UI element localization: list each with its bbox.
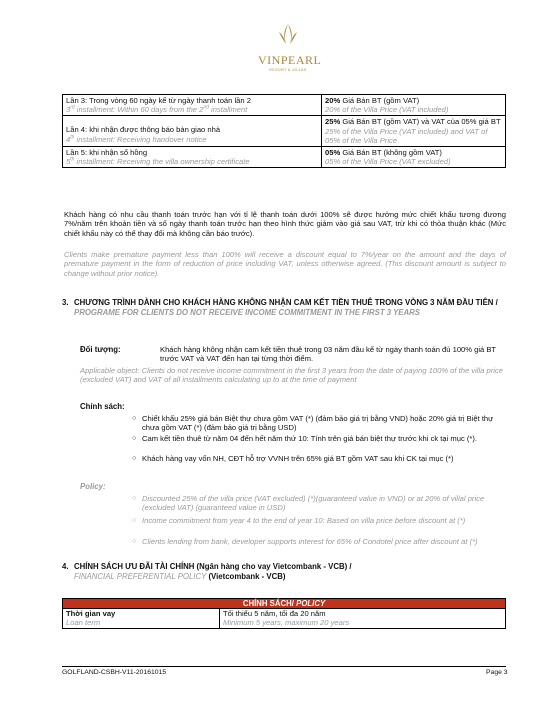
circle-bullet-icon: ○ [132, 435, 137, 442]
vinpearl-emblem-icon [274, 22, 302, 48]
section-title-en-tail: (Vietcombank - VCB) [206, 571, 286, 581]
installment-label-en: 3rd installment: Within 60 days from the 2nd installment [66, 104, 248, 115]
object-label: Đối tượng: [80, 345, 121, 354]
object-text-vi: Khách hàng không nhận cam kết tiền thuê trong 03 năm đầu kể từ ngày thanh toán đủ 100% giá BT trước VAT và VAT đến hạn tại từng thời điểm. [160, 345, 496, 364]
footer-divider [62, 666, 506, 667]
policy-bullet: ○ Khách hàng vay vốn NH, CĐT hỗ trợ VVNH trên 65% giá BT gồm VAT sau khi CK tại mục (*) [132, 454, 454, 463]
table-row [63, 609, 506, 628]
circle-bullet-icon: ○ [132, 495, 137, 502]
prepay-note-en: Clients make premature payment less than 100% will receive a discount equal to 7%/year on the amount and the days of premature payment in the form of reduction of price including VAT, unless otherwise agreed. (This discount amount is subject to change without prior notice). [64, 250, 506, 278]
section-title-en: FINANCIAL PREFERENTIAL POLICY [74, 571, 207, 581]
policy-bullet: ○ Cam kết tiền thuê từ năm 04 đến hết năm thứ 10: Tính trên giá bán biệt thự trước khi ck tại mục (*). [132, 434, 477, 443]
policy-bullet-en: ○ Income commitment from year 4 to the end of year 10: Based on villa price before discount at (*) [132, 516, 466, 525]
rate-cell [322, 147, 506, 168]
rate-vi: 20% Giá Bán BT (gồm VAT) [325, 96, 420, 105]
loan-term-value-cell: Tối thiểu 5 năm, tối đa 20 năm Minimum 5 years, maximum 20 years [220, 609, 506, 628]
installment-label-vi: Lần 5: khi nhận sổ hồng [66, 148, 148, 158]
installment-table [62, 94, 506, 168]
installment-cell [63, 147, 322, 168]
prepay-note-vi: Khách hàng có nhu cầu thanh toán trước hạn với tỉ lệ thanh toán dưới 100% sẽ được hưởng mức chiết khấu tương đương 7%/năm trên khoản tiền và số ngày thanh toán trước hạn theo hình thức giảm vào giá sau VAT, trừ khi có thỏa thuận khác (Mức chiết khấu này có thể thay đổi mà không cần báo trước). [64, 210, 506, 238]
rate-en: 20% of the Villa Price (VAT included) [325, 105, 449, 115]
installment-label-en: 4th installment: Receiving handover notice [66, 134, 207, 144]
table-header-row [63, 599, 506, 609]
circle-bullet-icon: ○ [132, 455, 137, 462]
page-number: Page 3 [486, 669, 508, 676]
policy-bullet-en: ○ Discounted 25% of the villa price (VAT excluded) (*)(guaranteed value in VND) or at 20% of villal price (excluded VAT) (guaranteed value in USD) [132, 494, 485, 513]
rate-vi: 25% Giá Bán BT (gồm VAT) và VAT của 05% giá BT [325, 117, 501, 127]
installment-label-en: 5th installment: Receiving the villa ownership certificate [66, 156, 250, 167]
rate-vi: 05% Giá Bán BT (không gồm VAT) [325, 148, 442, 158]
installment-label-vi: Lần 3: Trong vòng 60 ngày kể từ ngày thanh toán lần 2 [66, 96, 251, 105]
section-number: 4. [62, 562, 69, 571]
policy-label: Chính sách: [80, 402, 125, 411]
circle-bullet-icon: ○ [132, 415, 137, 422]
installment-label-vi: Lần 4: khi nhận được thông báo bàn giao nhà [66, 125, 221, 135]
object-text-en: Applicable object: Clients do not receive income commitment in the first 3 years from the date of paying 100% of the villa price (excluded VAT) and VAT of all installments calculating up to at the time of payment [80, 366, 503, 385]
circle-bullet-icon: ○ [132, 538, 137, 545]
document-code: GOLFLAND-CSBH-V11-20161015 [62, 669, 167, 676]
rate-cell [322, 95, 506, 116]
section-title-en: PROGRAME FOR CLIENTS DO NOT RECEIVE INCOME COMMITMENT IN THE FIRST 3 YEARS [74, 307, 420, 317]
circle-bullet-icon: ○ [132, 517, 137, 524]
logo-wordmark: VINPEARL [258, 53, 322, 67]
rate-cell [322, 116, 506, 147]
rate-en: 25% of the Villa Price (VAT included) and VAT of 05% of the Villa Price [325, 126, 488, 145]
rate-en: 05% of the Villa Price (VAT excluded) [325, 157, 451, 167]
installment-cell [63, 116, 322, 147]
loan-term-label-cell: Thời gian vay Loan term [63, 609, 220, 628]
table-row [63, 147, 506, 168]
table-row [63, 116, 506, 147]
section-title-vi: CHƯƠNG TRÌNH DÀNH CHO KHÁCH HÀNG KHÔNG NHẬN CAM KẾT TIỀN THUÊ TRONG VÒNG 3 NĂM ĐẦU TIÊN / [74, 298, 498, 307]
section-4-heading [62, 562, 504, 581]
vinpearl-logo [258, 22, 322, 72]
section-number: 3. [62, 298, 69, 307]
table-header: CHÍNH SÁCH/ POLICY [63, 599, 506, 609]
financial-policy-table [62, 598, 506, 629]
policy-en-label: Policy: [80, 482, 106, 491]
policy-bullet: ○ Chiết khấu 25% giá bán Biệt thự chưa gồm VAT (*) (đảm bảo giá trị bằng VND) hoặc 20% giá trị Biệt thự chưa gồm VAT (*) (đảm bảo giá trị bằng USD) [132, 414, 494, 433]
section-title-vi: CHÍNH SÁCH ƯU ĐÃI TÀI CHÍNH (Ngân hàng cho vay Vietcombank - VCB) / [74, 562, 352, 571]
policy-bullet-en: ○ Clients lending from bank, developer supports interest for 65% of Condotel price after discount at (*) [132, 537, 478, 546]
table-row [63, 95, 506, 116]
installment-cell [63, 95, 322, 116]
section-3-heading [62, 298, 504, 317]
logo-tagline: RESORT & VILLAS [269, 68, 307, 72]
